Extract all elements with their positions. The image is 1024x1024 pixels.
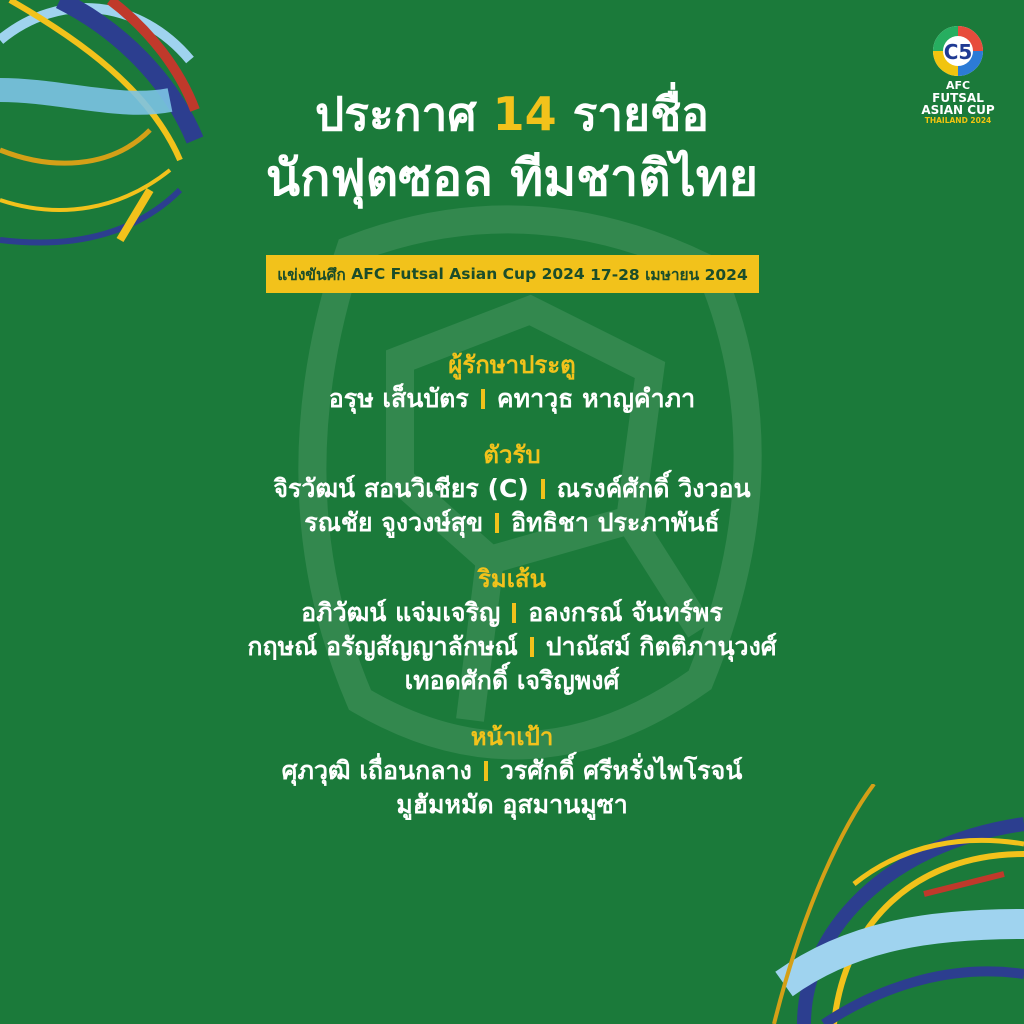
player-name: วรศักดิ์ ศรีหรั่งไพโรจน์ [499,756,743,785]
player-name: คทาวุธ หาญคำภา [496,384,696,413]
separator-bar [512,603,516,623]
player-name: อภิวัฒน์ แจ่มเจริญ [301,598,501,627]
position-title: ผู้รักษาประตู [448,351,576,379]
headline-line-2: นักฟุตซอล ทีมชาติไทย [265,149,759,207]
banner-tournament: AFC Futsal Asian Cup 2024 [351,265,585,283]
player-row [0,788,1024,822]
player-name: ณรงค์ศักดิ์ วิงวอน [556,474,751,503]
player-name: ศุภวุฒิ เถื่อนกลาง [281,756,472,785]
player-row [0,472,1024,506]
separator-bar [484,761,488,781]
headline-prefix: ประกาศ [315,87,477,141]
player-row [0,630,1024,664]
position-group [0,720,1024,822]
tournament-banner [266,255,759,293]
logo-text-futsal: FUTSAL [932,91,984,105]
player-name: จิรวัฒน์ สอนวิเชียร (C) [273,474,529,503]
squad-list [0,348,1024,844]
separator-bar [481,389,485,409]
separator-bar [495,513,499,533]
player-row [0,596,1024,630]
player-name: ปาณัสม์ กิตติภานุวงศ์ [545,632,777,661]
player-name: เทอดศักดิ์ เจริญพงศ์ [404,666,620,695]
headline-suffix: รายชื่อ [572,87,709,141]
headline [0,84,1024,210]
logo-text-host: THAILAND 2024 [924,116,992,125]
player-row [0,506,1024,540]
position-title: ตัวรับ [483,441,541,469]
position-group [0,438,1024,540]
player-name: รณชัย จูงวงษ์สุข [304,508,484,537]
separator-bar [541,479,545,499]
player-name: อิทธิชา ประภาพันธ์ [511,508,720,537]
c5-ball-icon [931,24,985,78]
position-title: หน้าเป้า [470,723,554,751]
logo-mark: C5 [943,40,973,64]
position-group [0,562,1024,698]
banner-prefix: แข่งขันศึก [277,265,346,284]
player-name: มูฮัมหมัด อุสมานมูซา [396,790,628,819]
player-row [0,382,1024,416]
logo-text-afc: AFC [945,79,971,92]
headline-line-1 [0,84,1024,144]
headline-number: 14 [492,87,557,141]
logo-text-asian-cup: ASIAN CUP [921,103,995,117]
banner-dates: 17-28 เมษายน 2024 [590,265,748,284]
separator-bar [530,637,534,657]
position-group [0,348,1024,416]
player-row [0,664,1024,698]
player-name: กฤษณ์ อรัญสัญญาลักษณ์ [247,632,518,661]
player-name: อรุษ เส็นบัตร [328,384,469,413]
position-title: ริมเส้น [478,565,546,593]
player-row [0,754,1024,788]
player-name: อลงกรณ์ จันทร์พร [528,598,723,627]
